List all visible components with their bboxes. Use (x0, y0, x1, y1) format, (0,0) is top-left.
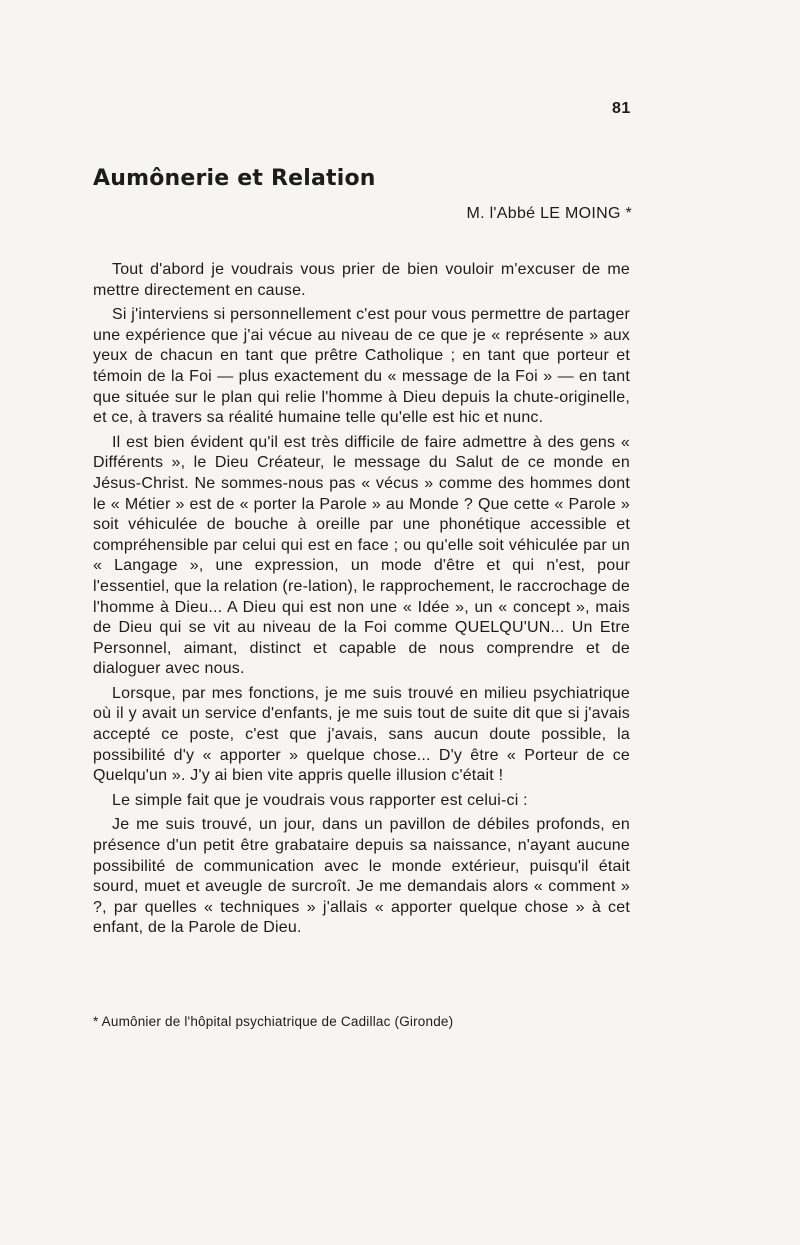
footnote: * Aumônier de l'hôpital psychiatrique de Cadillac (Gironde) (93, 1014, 454, 1029)
paragraph-4: Lorsque, par mes fonctions, je me suis trouvé en milieu psychiatrique où il y avait un service d'enfants, je me suis tout de suite dit que si j'avais accepté ce poste, c'est que j'avais, sans aucun doute possible, la possibilité d'y « apporter » quelque chose... D'y être « Porteur de ce Quelqu'un ». J'y ai bien vite appris quelle illusion c'était ! (93, 684, 630, 785)
page-number: 81 (612, 100, 631, 117)
paragraph-5: Le simple fait que je voudrais vous rapporter est celui-ci : (112, 791, 528, 809)
paragraph-2: Si j'interviens si personnellement c'est pour vous permettre de partager une expérience que j'ai vécue au niveau de ce que je « représente » aux yeux de chacun en tant que prêtre Catholique ; en tant que porteur et témoin de la Foi — plus exactement du « message de la Foi » — en tant que située sur le plan qui relie l'homme à Dieu depuis la chute-originelle, et ce, à travers sa réalité humaine telle qu'elle est hic et nunc. (93, 306, 630, 427)
article-author: M. l'Abbé LE MOING * (466, 205, 632, 222)
article-title: Aumônerie et Relation (93, 166, 376, 191)
paragraph-1: Tout d'abord je voudrais vous prier de bien vouloir m'excuser de me mettre directement en cause. (93, 261, 630, 299)
article-body (93, 260, 630, 943)
paragraph-6: Je me suis trouvé, un jour, dans un pavillon de débiles profonds, en présence d'un petit être grabataire depuis sa naissance, n'ayant aucune possibilité de communication avec le monde extérieur, puisqu'il était sourd, muet et aveugle de surcroît. Je me demandais alors « comment » ?, par quelles « techniques » j'allais « apporter quelque chose » à cet enfant, de la Parole de Dieu. (93, 816, 630, 937)
paragraph-3: Il est bien évident qu'il est très difficile de faire admettre à des gens « Différents », le Dieu Créateur, le message du Salut de ce monde en Jésus-Christ. Ne sommes-nous pas « vécus » comme des hommes dont le « Métier » est de « porter la Parole » au Monde ? Que cette « Parole » soit véhiculée de bouche à oreille par une phonétique accessible et compréhensible par celui qui est en face ; ou qu'elle soit véhiculée par un « Langage », une expression, un mode d'être et qui n'est, pour l'essentiel, que la relation (re-lation), le rapprochement, le raccrochage de l'homme à Dieu... A Dieu qui est non une « Idée », un « concept », mais de Dieu qui se vit au niveau de la Foi comme QUELQU'UN... Un Etre Personnel, aimant, distinct et capable de nous comprendre et de dialoguer avec nous. (93, 433, 630, 678)
